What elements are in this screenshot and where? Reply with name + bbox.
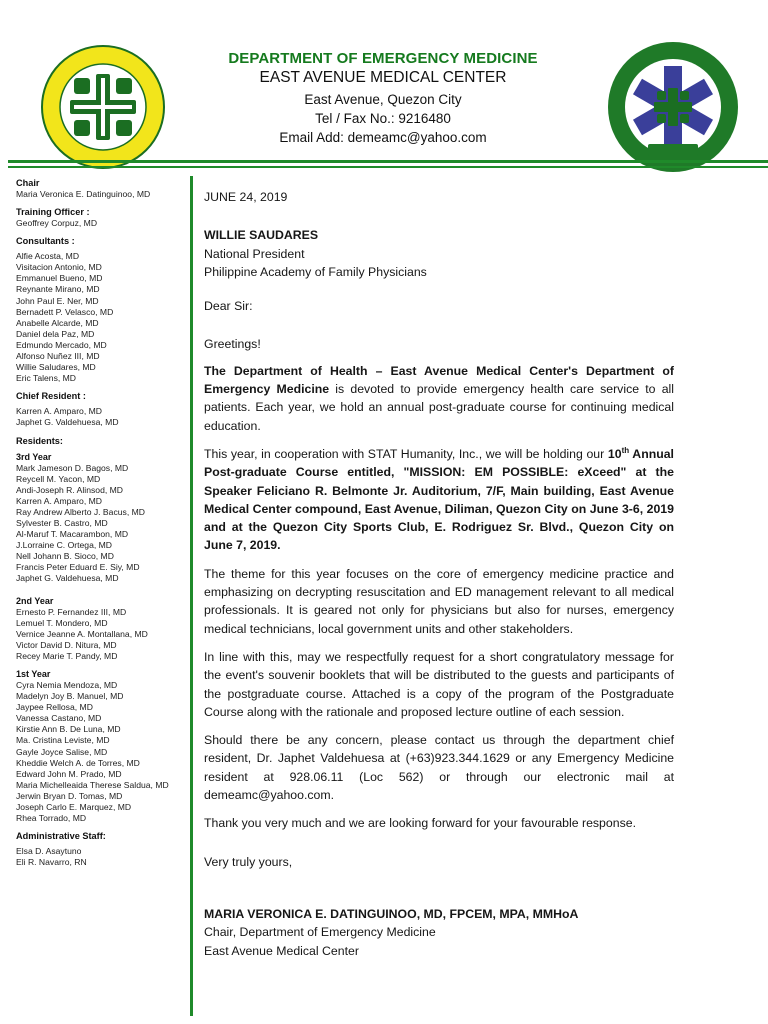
paragraph-2-intro: This year, in cooperation with STAT Humanity, Inc., we will be holding our xyxy=(204,446,608,461)
training-label: Training Officer : xyxy=(16,207,90,218)
header-divider xyxy=(8,160,768,163)
roster-name: Daniel dela Paz, MD xyxy=(16,328,95,339)
roster-name: Francis Peter Eduard E. Siy, MD xyxy=(16,562,140,573)
roster-name: Edward John M. Prado, MD xyxy=(16,768,122,779)
roster-name: Kheddie Welch A. de Torres, MD xyxy=(16,757,140,768)
year3-label: 3rd Year xyxy=(16,451,52,462)
roster-name: Jaypee Rellosa, MD xyxy=(16,702,93,713)
roster-name: Karren A. Amparo, MD xyxy=(16,406,102,417)
residents-label: Residents: xyxy=(16,435,63,446)
address: East Avenue, Quezon City xyxy=(304,92,462,107)
roster-name: Lemuel T. Mondero, MD xyxy=(16,617,108,628)
chair-label: Chair xyxy=(16,178,40,188)
roster-name: Nell Johann B. Sioco, MD xyxy=(16,551,114,562)
email: Email Add: demeamc@yahoo.com xyxy=(279,130,487,145)
roster-name: Eric Talens, MD xyxy=(16,373,77,384)
roster-name: J.Lorraine C. Ortega, MD xyxy=(16,540,112,551)
roster-name: Vernice Jeanne A. Montallana, MD xyxy=(16,628,148,639)
roster-name: Edmundo Mercado, MD xyxy=(16,339,107,350)
closing: Very truly yours, xyxy=(204,854,293,869)
roster-name: Eli R. Navarro, RN xyxy=(16,857,87,868)
roster-name: Ernesto P. Fernandez III, MD xyxy=(16,606,127,617)
greeting: Greetings! xyxy=(204,337,261,352)
paragraph-2-num: 10 xyxy=(607,446,622,461)
year3-list xyxy=(16,463,188,585)
admin-label: Administrative Staff: xyxy=(16,831,106,842)
roster-name: Reycell M. Yacon, MD xyxy=(16,473,101,484)
roster-name: Madelyn Joy B. Manuel, MD xyxy=(16,691,124,702)
roster-name: Alfie Acosta, MD xyxy=(16,251,80,262)
paragraph-2-sup: th xyxy=(621,445,630,455)
center-name: EAST AVENUE MEDICAL CENTER xyxy=(259,69,507,86)
roster-name: Ray Andrew Alberto J. Bacus, MD xyxy=(16,506,145,517)
roster-name: Reynante Mirano, MD xyxy=(16,284,100,295)
roster-name: Andi-Joseph R. Alinsod, MD xyxy=(16,484,123,495)
roster-name: Victor David D. Nitura, MD xyxy=(16,639,117,650)
roster-name: Mark Jameson D. Bagos, MD xyxy=(16,462,129,473)
roster-name: Jerwin Bryan D. Tomas, MD xyxy=(16,790,123,801)
staff-roster xyxy=(16,177,188,868)
year1-label: 1st Year xyxy=(16,669,51,679)
paragraph-1-rest: is devoted to provide emergency health care service to all patients. Each year, we hold an annual post-graduate course for continuing medical education. xyxy=(204,382,674,433)
recipient-name: WILLIE SAUDARES xyxy=(204,228,319,243)
roster-name: Sylvester B. Castro, MD xyxy=(16,517,108,528)
signatory-org: East Avenue Medical Center xyxy=(204,943,359,958)
roster-name: Alfonso Nuñez III, MD xyxy=(16,351,100,362)
letter-date: JUNE 24, 2019 xyxy=(204,190,288,204)
paragraph-1-bold: The Department of Health – East Avenue Medical Center's Department of Emergency Medicine xyxy=(204,363,674,397)
chief-resident-label: Chief Resident : xyxy=(16,391,86,402)
roster-name: Visitacion Antonio, MD xyxy=(16,262,102,273)
consultants-list xyxy=(16,251,188,384)
recipient-org: Philippine Academy of Family Physicians xyxy=(204,264,427,279)
roster-name: Bernadett P. Velasco, MD xyxy=(16,306,114,317)
year2-label: 2nd Year xyxy=(16,595,54,606)
paragraph-4: In line with this, may we respectfully request for a short congratulatory message for the event's souvenir booklets that will be distributed to the guests and participants of the postgraduate course. Attached is a copy of the program of the Postgraduate Course along with the rationale and proposed lecture outline of each session. xyxy=(204,649,674,719)
dem-logo xyxy=(606,40,740,174)
year1-list xyxy=(16,680,188,824)
salutation: Dear Sir: xyxy=(204,299,253,314)
eamc-logo xyxy=(40,44,166,170)
training-name: Geoffrey Corpuz, MD xyxy=(16,218,98,229)
roster-name: Al-Maruf T. Macarambon, MD xyxy=(16,529,129,540)
paragraph-1 xyxy=(204,362,674,435)
roster-name: John Paul E. Ner, MD xyxy=(16,295,99,306)
paragraph-3: The theme for this year focuses on the core of emergency medicine practice and emphasizing on decrypting resuscitation and ED management relevant to all medical professionals. It is geared not only for physicians but also for nurses, emergency medical technicians, local government units and other stakeholders. xyxy=(204,566,674,636)
paragraph-2 xyxy=(204,445,674,555)
chair-name: Maria Veronica E. Datinguinoo, MD xyxy=(16,189,151,199)
department-name: DEPARTMENT OF EMERGENCY MEDICINE xyxy=(228,50,538,67)
header-divider-thin xyxy=(8,166,768,168)
roster-name: Maria Michelleaida Therese Saldua, MD xyxy=(16,779,169,790)
paragraph-6: Thank you very much and we are looking forward for your favourable response. xyxy=(204,816,636,831)
roster-name: Emmanuel Bueno, MD xyxy=(16,273,103,284)
roster-name: Japhet G. Valdehuesa, MD xyxy=(16,417,119,428)
tel-fax: Tel / Fax No.: 9216480 xyxy=(315,111,451,126)
roster-name: Japhet G. Valdehuesa, MD xyxy=(16,573,119,584)
year2-list xyxy=(16,607,188,662)
chief-residents-list xyxy=(16,406,188,428)
paragraph-2-body: Annual Post-graduate Course entitled, "MISSION: EM POSSIBLE: eXceed" at the Speaker Feliciano R. Belmonte Jr. Auditorium, 7/F, Main building, East Avenue Medical Center compound, East Avenue, Diliman, Quezon City on June 3-6, 2019 and at the Quezon City Sports Club, E. Rodriguez Sr. Blvd., Quezon City on June 7, 2019. xyxy=(204,446,674,553)
roster-name: Joseph Carlo E. Marquez, MD xyxy=(16,802,132,813)
roster-name: Vanessa Castano, MD xyxy=(16,713,102,724)
roster-name: Anabelle Alcarde, MD xyxy=(16,317,99,328)
roster-name: Kirstie Ann B. De Luna, MD xyxy=(16,724,121,735)
roster-name: Ma. Cristina Leviste, MD xyxy=(16,735,110,746)
recipient-title: National President xyxy=(204,246,305,261)
roster-name: Willie Saludares, MD xyxy=(16,362,96,373)
paragraph-5: Should there be any concern, please contact us through the department chief resident, Dr. Japhet Valdehuesa at (+63)923.344.1629 or any Emergency Medicine resident at 928.06.11 (Loc 562) or through our electronic mail at demeamc@yahoo.com. xyxy=(204,733,674,803)
sidebar-divider xyxy=(190,176,193,1016)
roster-name: Karren A. Amparo, MD xyxy=(16,495,102,506)
letter-body xyxy=(204,188,674,960)
roster-name: Gayle Joyce Salise, MD xyxy=(16,746,108,757)
roster-name: Recey Marie T. Pandy, MD xyxy=(16,650,118,661)
roster-name: Elsa D. Asaytuno xyxy=(16,846,82,857)
signatory-title: Chair, Department of Emergency Medicine xyxy=(204,925,436,940)
roster-name: Rhea Torrado, MD xyxy=(16,813,87,824)
consultants-label: Consultants : xyxy=(16,236,75,247)
roster-name: Cyra Nemia Mendoza, MD xyxy=(16,680,118,690)
admin-list xyxy=(16,846,188,868)
letterhead xyxy=(180,50,586,147)
signatory-name: MARIA VERONICA E. DATINGUINOO, MD, FPCEM, MPA, MMHoA xyxy=(204,906,579,921)
